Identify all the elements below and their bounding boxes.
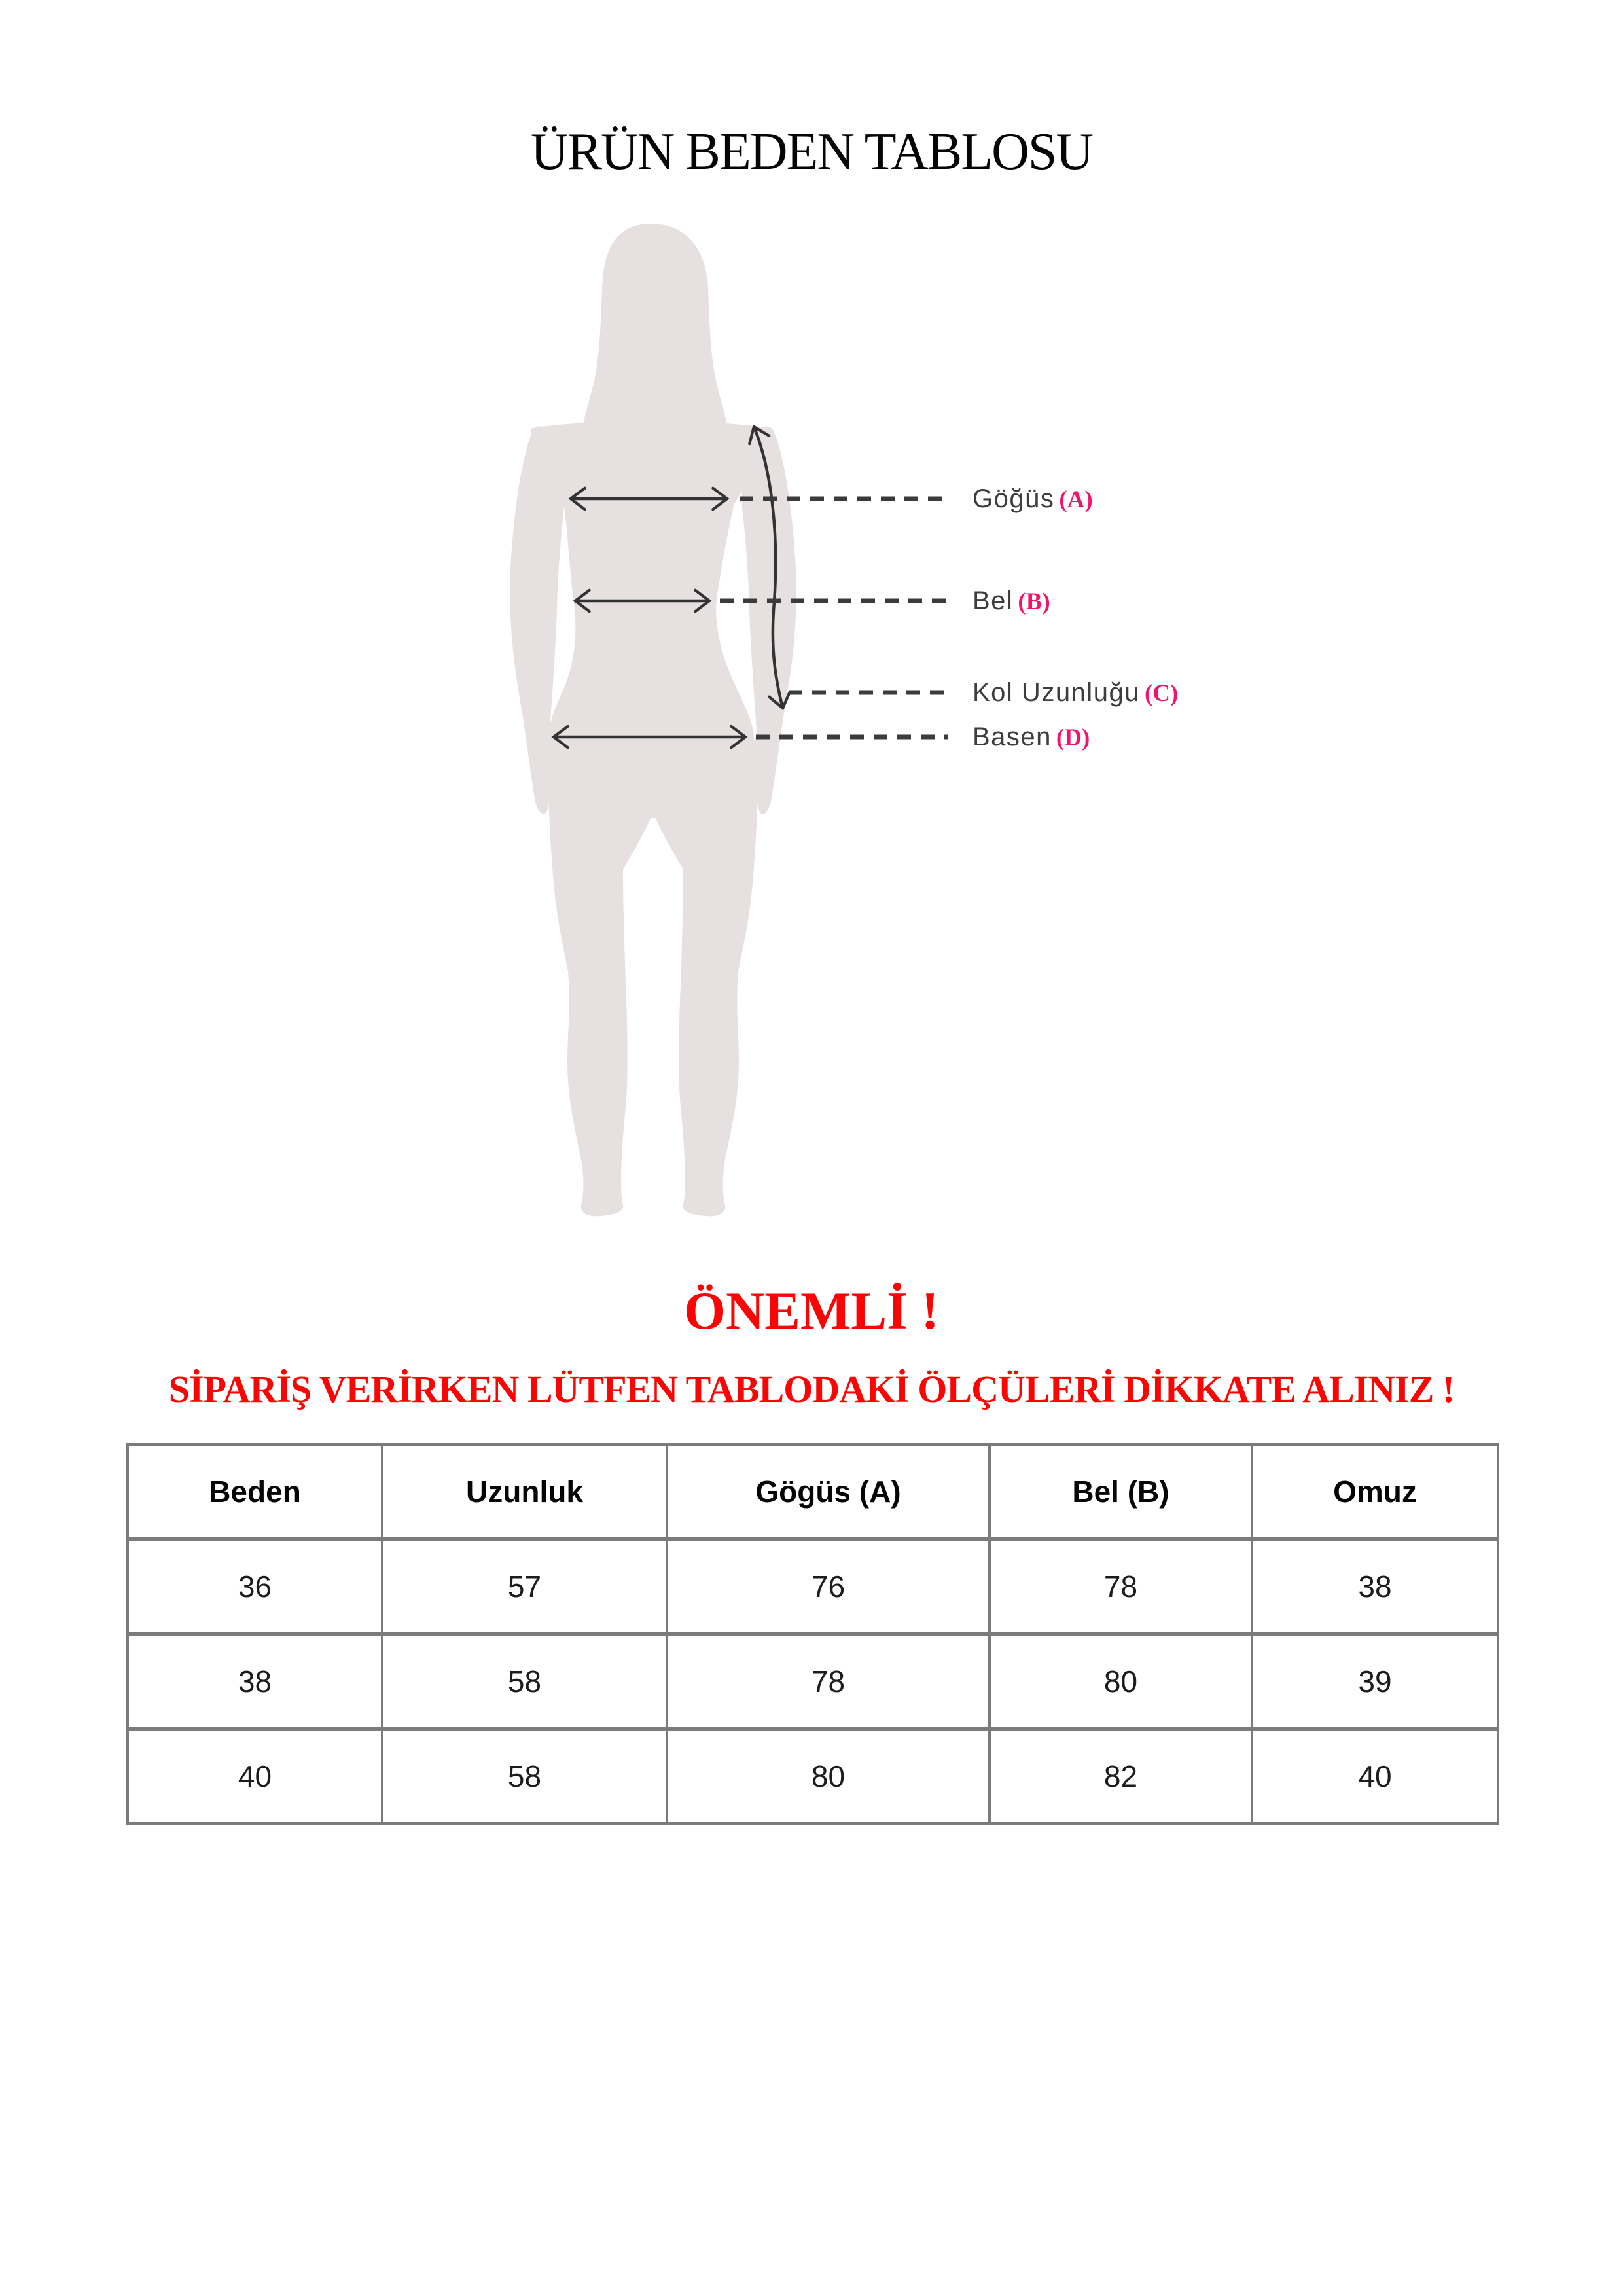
label-chest-code: (A): [1059, 486, 1093, 513]
size-table-cell: 58: [382, 1634, 667, 1729]
size-table-cell: 40: [1252, 1729, 1498, 1824]
label-hip-text: Basen: [972, 723, 1052, 751]
size-table-header-cell: Bel (B): [990, 1444, 1252, 1539]
size-table-cell: 78: [667, 1634, 990, 1729]
label-arm-length-code: (C): [1144, 680, 1179, 707]
size-table-cell: 82: [990, 1729, 1252, 1824]
size-table-header-cell: Beden: [128, 1444, 382, 1539]
size-table-cell: 80: [990, 1634, 1252, 1729]
size-table-cell: 58: [382, 1729, 667, 1824]
size-table-cell: 78: [990, 1539, 1252, 1634]
label-waist-text: Bel: [972, 586, 1014, 615]
size-table-row: [128, 1729, 1498, 1824]
size-table-cell: 39: [1252, 1634, 1498, 1729]
size-table-header-cell: Omuz: [1252, 1444, 1498, 1539]
important-warning: SİPARİŞ VERİRKEN LÜTFEN TABLODAKİ ÖLÇÜLERİ DİKKATE ALINIZ !: [168, 1368, 1455, 1410]
label-chest-text: Göğüs: [972, 484, 1055, 513]
size-table-cell: 80: [667, 1729, 990, 1824]
female-silhouette: [510, 224, 796, 1216]
size-table-cell: 57: [382, 1539, 667, 1634]
label-hip: [972, 724, 1090, 750]
body-measurement-diagram: [471, 209, 955, 1230]
size-table-header-cell: Gögüs (A): [667, 1444, 990, 1539]
size-table-header-cell: Uzunluk: [382, 1444, 667, 1539]
size-table-row: [128, 1634, 1498, 1729]
important-heading: ÖNEMLİ !: [684, 1281, 939, 1340]
label-arm-length-text: Kol Uzunluğu: [972, 678, 1140, 707]
size-table-cell: 38: [128, 1634, 382, 1729]
label-hip-code: (D): [1056, 725, 1090, 751]
size-table-row: [128, 1539, 1498, 1634]
size-table-cell: 40: [128, 1729, 382, 1824]
size-table-cell: 76: [667, 1539, 990, 1634]
size-table: [126, 1443, 1499, 1825]
label-arm-length: [972, 679, 1178, 706]
label-waist-code: (B): [1018, 588, 1050, 615]
silhouette-head-hair: [581, 224, 728, 467]
size-table-cell: 38: [1252, 1539, 1498, 1634]
size-table-header-row: [128, 1444, 1498, 1539]
label-chest: [972, 486, 1093, 512]
label-waist: [972, 588, 1050, 614]
size-table-cell: 36: [128, 1539, 382, 1634]
page-title: ÜRÜN BEDEN TABLOSU: [530, 123, 1093, 181]
size-table-body: [128, 1539, 1498, 1824]
